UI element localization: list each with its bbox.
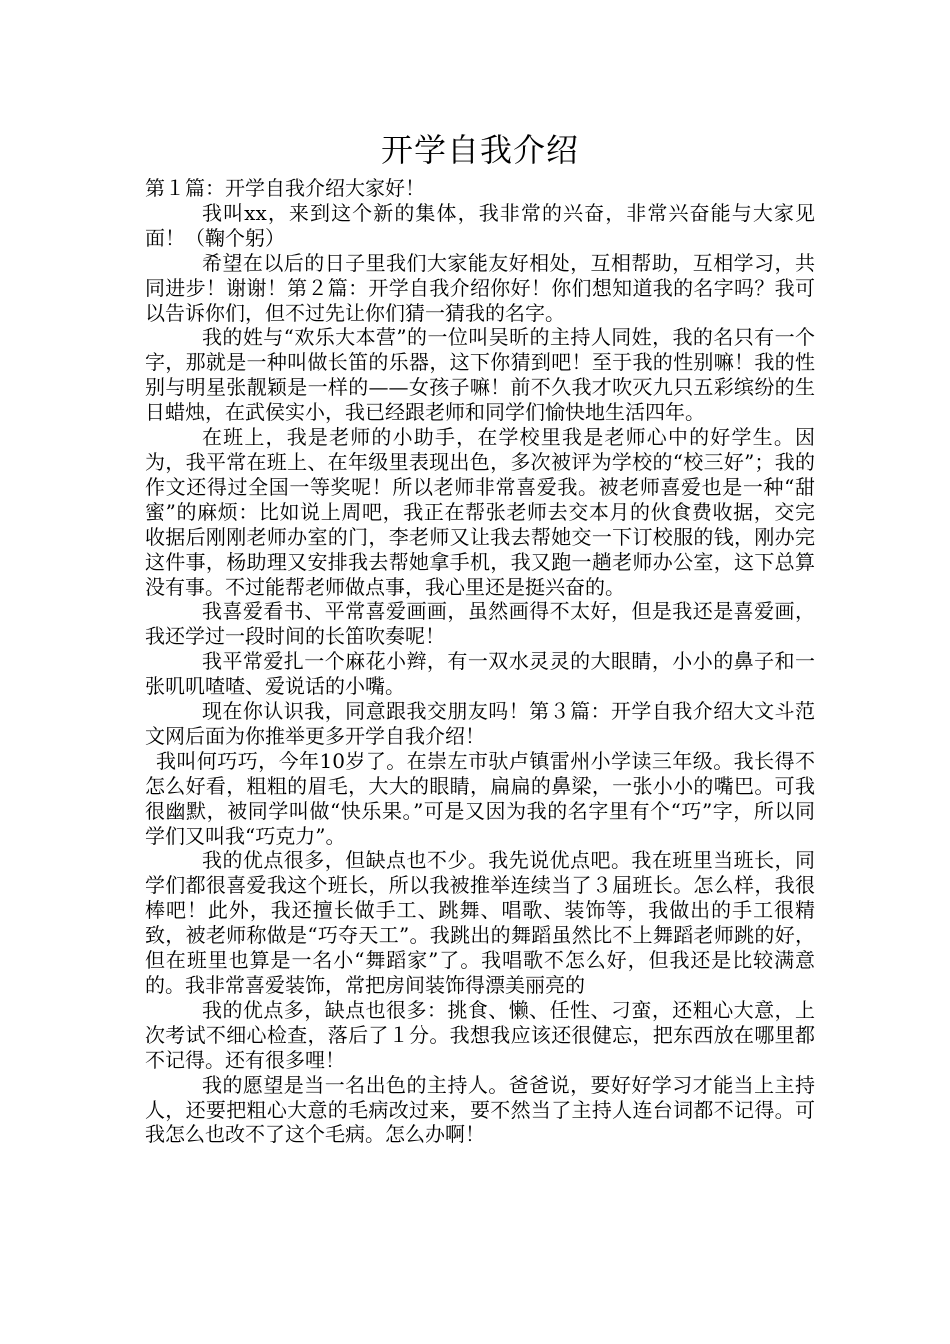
paragraph: 第１篇：开学自我介绍大家好！: [145, 176, 425, 200]
paragraph: 我的愿望是当一名出色的主持人。爸爸说，要好好学习才能当上主持人，还要把粗心大意的毛病改过来，要不然当了主持人连台词都不记得。可我怎么也改不了这个毛病。怎么办啊！: [145, 1072, 815, 1147]
paragraph: 我的优点多，缺点也很多：挑食、懒、任性、刁蛮，还粗心大意，上次考试不细心检查，落后了１分。我想我应该还很健忘，把东西放在哪里都不记得。还有很多哩！: [145, 997, 815, 1072]
document-title: 开学自我介绍: [380, 131, 579, 169]
paragraph: 我的姓与“欢乐大本营”的一位叫吴昕的主持人同姓，我的名只有一个字，那就是一种叫做长笛的乐器，这下你猜到吧！至于我的性别嘛！我的性别与明星张靓颖是一样的——女孩子嘛！前不久我才吹灭九只五彩缤纷的生日蜡烛，在武侯实小，我已经跟老师和同学们愉快地生活四年。: [145, 325, 815, 425]
paragraph: 我的优点很多，但缺点也不少。我先说优点吧。我在班里当班长，同学们都很喜爱我这个班长，所以我被推举连续当了３届班长。怎么样，我很棒吧！此外，我还擅长做手工、跳舞、唱歌、装饰等，我做出的手工很精致，被老师称做是“巧夺天工”。我跳出的舞蹈虽然比不上舞蹈老师跳的好，但在班里也算是一名小“舞蹈家”了。我唱歌不怎么好，但我还是比较满意的。我非常喜爱装饰，常把房间装饰得漂美丽亮的: [145, 848, 815, 997]
paragraph: 我喜爱看书、平常喜爱画画，虽然画得不太好，但是我还是喜爱画，我还学过一段时间的长笛吹奏呢！: [145, 599, 815, 649]
document-body: [145, 176, 815, 1147]
paragraph: 在班上，我是老师的小助手，在学校里我是老师心中的好学生。因为，我平常在班上、在年级里表现出色，多次被评为学校的“校三好”；我的作文还得过全国一等奖呢！所以老师非常喜爱我。被老师喜爱也是一种“甜蜜”的麻烦：比如说上周吧，我正在帮张老师去交本月的伙食费收据，交完收据后刚刚老师办室的门，李老师又让我去帮她交一下订校服的钱，刚办完这件事，杨助理又安排我去帮她拿手机，我又跑一趟老师办公室，这下总算没有事。不过能帮老师做点事，我心里还是挺兴奋的。: [145, 425, 815, 599]
document-page: [145, 128, 815, 1147]
paragraph: 我平常爱扎一个麻花小辫，有一双水灵灵的大眼睛，小小的鼻子和一张叽叽喳喳、爱说话的小嘴。: [145, 649, 815, 699]
paragraph: 现在你认识我，同意跟我交朋友吗！第３篇：开学自我介绍大文斗范文网后面为你推举更多开学自我介绍！: [145, 699, 815, 748]
paragraph: 我叫何巧巧，今年10岁了。在崇左市驮卢镇雷州小学读三年级。我长得不怎么好看，粗粗的眉毛，大大的眼睛，扁扁的鼻梁，一张小小的嘴巴。可我很幽默，被同学叫做“快乐果。”可是又因为我的名字里有个“巧”字，所以同学们又叫我“巧克力”。: [145, 748, 815, 848]
paragraph: 我叫xx，来到这个新的集体，我非常的兴奋，非常兴奋能与大家见面！（鞠个躬）: [145, 200, 815, 250]
paragraph: 希望在以后的日子里我们大家能友好相处，互相帮助，互相学习，共同进步！谢谢！第２篇：开学自我介绍你好！你们想知道我的名字吗？我可以告诉你们，但不过先让你们猜一猜我的名字。: [145, 250, 815, 325]
